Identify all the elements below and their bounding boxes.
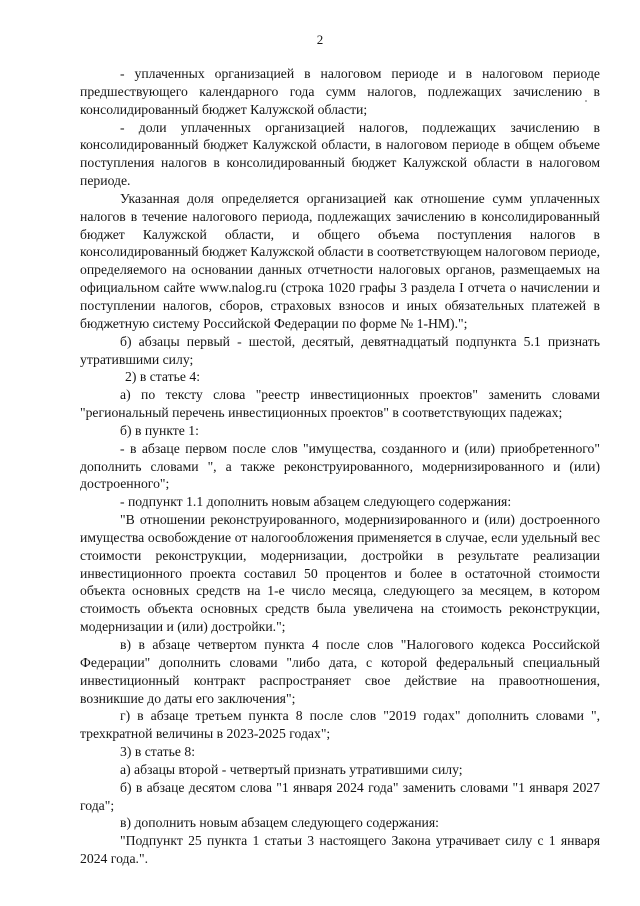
paragraph: б) в абзаце десятом слова "1 января 2024 года" заменить словами "1 января 2027 года"; — [80, 779, 600, 813]
paragraph: 3) в статье 8: — [120, 744, 196, 760]
document-body — [80, 65, 600, 868]
paragraph: Указанная доля определяется организацией как отношение сумм уплаченных налогов в течение налогового периода, подлежащих зачислению в консолидированный бюджет Калужской области, и общего объема поступления налогов в консолидированный бюджет Калужской области в соответствующем налоговом периоде, определяемого на основании данных отчетности налоговых органов, размещаемых на официальном сайте www.nalog.ru (строка 1020 графы 3 раздела I отчета о начислении и поступлении налогов, сборов, страховых взносов и иных обязательных платежей в бюджетную систему Российской Федерации по форме № 1-НМ)."; — [80, 190, 600, 331]
paragraph: в) в абзаце четвертом пункта 4 после слов "Налогового кодекса Российской Федерации" дополнить словами "либо дата, с которой федеральный специальный инвестиционный контракт распространяет свое действие на правоотношения, возникшие до даты его заключения"; — [80, 637, 600, 706]
paragraph: - в абзаце первом после слов "имущества, созданного и (или) приобретенного" дополнить словами ", а также реконструированного, модернизированного и (или) достроенного"; — [80, 440, 600, 492]
scan-speck — [585, 100, 587, 102]
page-number: 2 — [316, 32, 324, 47]
paragraph: г) в абзаце третьем пункта 8 после слов "2019 годах" дополнить словами ", трехкратной величины в 2023-2025 годах"; — [80, 708, 600, 742]
paragraph: 2) в статье 4: — [125, 369, 201, 385]
paragraph: "В отношении реконструированного, модернизированного и (или) достроенного имущества освобождение от налогообложения применяется в случае, если удельный вес стоимости реконструкции, модернизации, достройки в результате реализации инвестиционного проекта составил 50 процентов и более в остаточной стоимости объекта основных средств на 1-е число месяца, следующего за месяцем, в котором стоимость объекта основных средств была увеличена на стоимость реконструкции, модернизации и (или) достройки."; — [80, 512, 600, 635]
paragraph: б) абзацы первый - шестой, десятый, девятнадцатый подпункта 5.1 признать утратившими силу; — [80, 333, 600, 367]
paragraph: а) по тексту слова "реестр инвестиционных проектов" заменить словами "региональный перечень инвестиционных проектов" в соответствующих падежах; — [80, 387, 600, 421]
paragraph: - доли уплаченных организацией налогов, подлежащих зачислению в консолидированный бюджет Калужской области, в налоговом периоде в общем объеме поступления налогов в консолидированный бюджет Калужской области в налоговом периоде. — [80, 119, 600, 189]
paragraph: а) абзацы второй - четвертый признать утратившими силу; — [120, 761, 463, 777]
paragraph: - уплаченных организацией в налоговом периоде и в налоговом периоде предшествующего календарного года сумм налогов, подлежащих зачислению в консолидированный бюджет Калужской области; — [80, 66, 600, 117]
paragraph: б) в пункте 1: — [120, 422, 199, 438]
paragraph: - подпункт 1.1 дополнить новым абзацем следующего содержания: — [120, 494, 512, 510]
paragraph: в) дополнить новым абзацем следующего содержания: — [120, 815, 439, 831]
paragraph: "Подпункт 25 пункта 1 статьи 3 настоящего Закона утрачивает силу с 1 января 2024 года.". — [80, 833, 600, 867]
